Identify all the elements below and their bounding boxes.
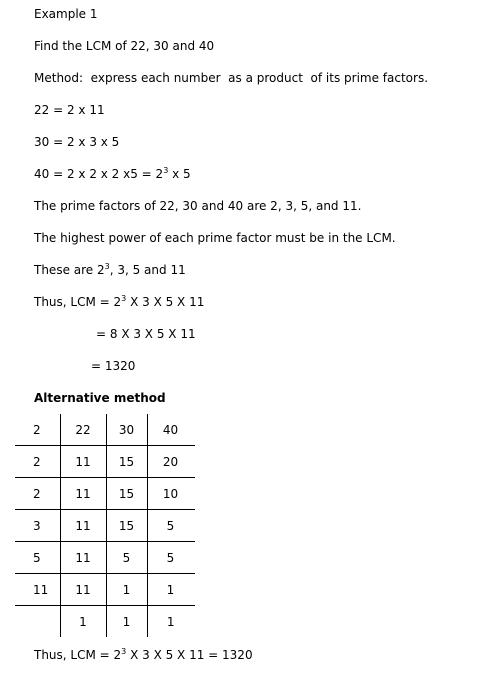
factorization-40-tail: x 5: [168, 167, 191, 181]
factorization-22: 22 = 2 x 11: [34, 103, 105, 117]
table-row: [15, 414, 194, 446]
divisor-cell: 2: [15, 446, 60, 478]
table-cell: 11: [60, 478, 106, 510]
alternative-method-heading: Alternative method: [34, 391, 166, 405]
final-lcm-statement: [34, 648, 253, 662]
method-text: [34, 71, 428, 85]
table-cell: 20: [147, 446, 194, 478]
these-are-base: These are 2: [34, 263, 105, 277]
lcm-step-2: = 8 X 3 X 5 X 11: [96, 327, 196, 341]
divisor-cell: 3: [15, 510, 60, 542]
these-are-exponent: 3: [104, 262, 110, 271]
table-cell: 22: [60, 414, 106, 446]
table-row: [15, 510, 194, 542]
table-cell: 10: [147, 478, 194, 510]
table-cell: 5: [106, 542, 147, 574]
question-text: Find the LCM of 22, 30 and 40: [34, 39, 215, 53]
method-label: Method: express each number as a product of its prime factors.: [34, 71, 429, 85]
divisor-cell: 5: [15, 542, 60, 574]
lcm-step-1-tail: X 3 X 5 X 11: [126, 295, 205, 309]
factorization-40-exponent: 3: [163, 166, 169, 175]
final-lcm-exponent: 3: [121, 647, 127, 656]
these-are-tail: , 3, 5 and 11: [109, 263, 186, 277]
table-row: [15, 478, 194, 510]
factorization-30: 30 = 2 x 3 x 5: [34, 135, 120, 149]
these-are-statement: [34, 263, 186, 277]
example-title: Example 1: [34, 7, 98, 21]
table-cell: 5: [147, 542, 194, 574]
lcm-step-1-base: Thus, LCM = 2: [34, 295, 122, 309]
table-cell: 40: [147, 414, 194, 446]
divisor-cell: 2: [15, 478, 60, 510]
table-cell: 1: [106, 574, 147, 606]
division-table: [15, 414, 195, 637]
lcm-step-1-exponent: 3: [121, 294, 127, 303]
table-row: [15, 446, 194, 478]
table-cell: 30: [106, 414, 147, 446]
table-row: [15, 574, 194, 606]
table-cell: 11: [60, 542, 106, 574]
table-cell: 15: [106, 510, 147, 542]
table-row: [15, 542, 194, 574]
divisor-cell: 11: [15, 574, 60, 606]
factorization-40-base: 40 = 2 x 2 x 2 x5 = 2: [34, 167, 164, 181]
table-cell: 11: [60, 574, 106, 606]
table-cell: 15: [106, 478, 147, 510]
factorization-40: [34, 167, 191, 181]
lcm-step-1: [34, 295, 204, 309]
table-cell: 1: [106, 606, 147, 638]
final-lcm-tail: X 3 X 5 X 11 = 1320: [126, 648, 253, 662]
table-cell: 5: [147, 510, 194, 542]
table-cell: 1: [147, 574, 194, 606]
table-cell: 1: [60, 606, 106, 638]
table-row: [15, 606, 194, 638]
table-cell: 1: [147, 606, 194, 638]
table-cell: 15: [106, 446, 147, 478]
table-cell: 11: [60, 446, 106, 478]
table-cell: 11: [60, 510, 106, 542]
final-lcm-base: Thus, LCM = 2: [34, 648, 122, 662]
prime-factors-statement: The prime factors of 22, 30 and 40 are 2, 3, 5, and 11.: [34, 199, 362, 213]
divisor-cell: [15, 606, 60, 638]
divisor-cell: 2: [15, 414, 60, 446]
lcm-step-3: = 1320: [91, 359, 136, 373]
highest-power-statement: The highest power of each prime factor must be in the LCM.: [34, 231, 396, 245]
